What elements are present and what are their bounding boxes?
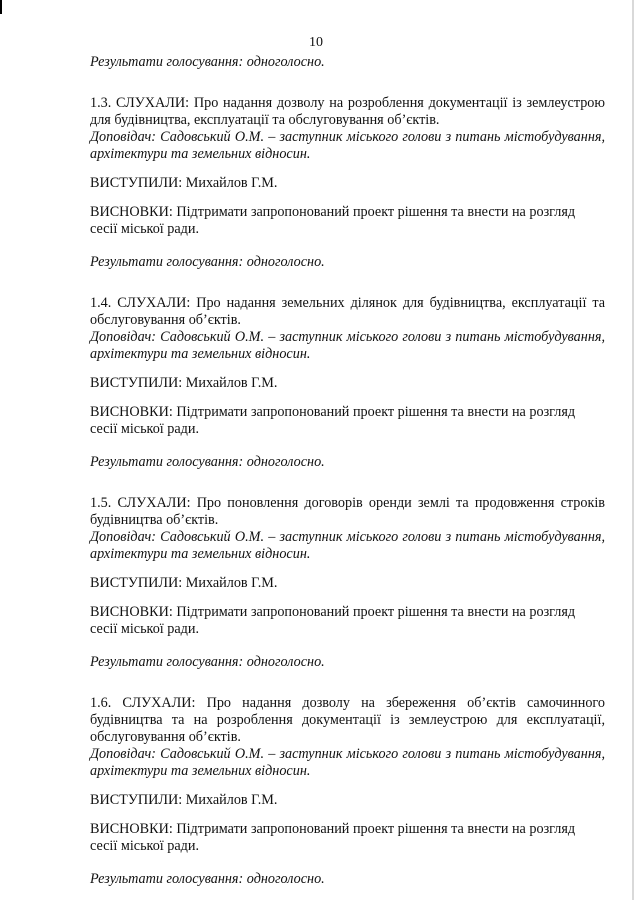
spoke-paragraph: ВИСТУПИЛИ: Михайлов Г.М. bbox=[90, 792, 278, 808]
voting-result: Результати голосування: одноголосно. bbox=[90, 54, 325, 70]
agenda-item-1-3 bbox=[90, 95, 605, 271]
reporter-paragraph: Доповідач: Садовський О.М. – заступник міського голови з питань містобудування, архітектури та земельних відносин. bbox=[90, 746, 605, 779]
voting-result: Результати голосування: одноголосно. bbox=[90, 454, 325, 470]
agenda-item-1-6 bbox=[90, 695, 605, 888]
reporter-paragraph: Доповідач: Садовський О.М. – заступник міського голови з питань містобудування, архітектури та земельних відносин. bbox=[90, 329, 605, 362]
heard-paragraph: 1.5. СЛУХАЛИ: Про поновлення договорів оренди землі та продовження строків будівництва об’єктів. bbox=[90, 495, 605, 528]
heard-paragraph: 1.3. СЛУХАЛИ: Про надання дозволу на розроблення документації із землеустрою для будівництва, експлуатації та обслуговування об’єктів. bbox=[90, 95, 605, 128]
agenda-item-1-4 bbox=[90, 295, 605, 471]
conclusion-paragraph: ВИСНОВКИ: Підтримати запропонований проект рішення та внести на розгляд сесії міської ради. bbox=[90, 821, 576, 854]
agenda-item-1-5 bbox=[90, 495, 605, 671]
heard-paragraph: 1.4. СЛУХАЛИ: Про надання земельних ділянок для будівництва, експлуатації та обслуговування об’єктів. bbox=[90, 295, 605, 328]
page-number: 10 bbox=[309, 35, 323, 50]
conclusion-paragraph: ВИСНОВКИ: Підтримати запропонований проект рішення та внести на розгляд сесії міської ради. bbox=[90, 204, 576, 237]
reporter-paragraph: Доповідач: Садовський О.М. – заступник міського голови з питань містобудування, архітектури та земельних відносин. bbox=[90, 129, 605, 162]
scan-edge-mark bbox=[0, 0, 2, 14]
document-body bbox=[90, 50, 605, 888]
voting-result: Результати голосування: одноголосно. bbox=[90, 654, 325, 670]
spoke-paragraph: ВИСТУПИЛИ: Михайлов Г.М. bbox=[90, 175, 278, 191]
reporter-paragraph: Доповідач: Садовський О.М. – заступник міського голови з питань містобудування, архітектури та земельних відносин. bbox=[90, 529, 605, 562]
spoke-paragraph: ВИСТУПИЛИ: Михайлов Г.М. bbox=[90, 375, 278, 391]
voting-result: Результати голосування: одноголосно. bbox=[90, 871, 325, 887]
spoke-paragraph: ВИСТУПИЛИ: Михайлов Г.М. bbox=[90, 575, 278, 591]
voting-result: Результати голосування: одноголосно. bbox=[90, 254, 325, 270]
heard-paragraph: 1.6. СЛУХАЛИ: Про надання дозволу на збереження об’єктів самочинного будівництва та на розроблення документації із землеустрою для експлуатації, обслуговування об’єктів. bbox=[90, 695, 605, 745]
conclusion-paragraph: ВИСНОВКИ: Підтримати запропонований проект рішення та внести на розгляд сесії міської ради. bbox=[90, 404, 576, 437]
conclusion-paragraph: ВИСНОВКИ: Підтримати запропонований проект рішення та внести на розгляд сесії міської ради. bbox=[90, 604, 576, 637]
